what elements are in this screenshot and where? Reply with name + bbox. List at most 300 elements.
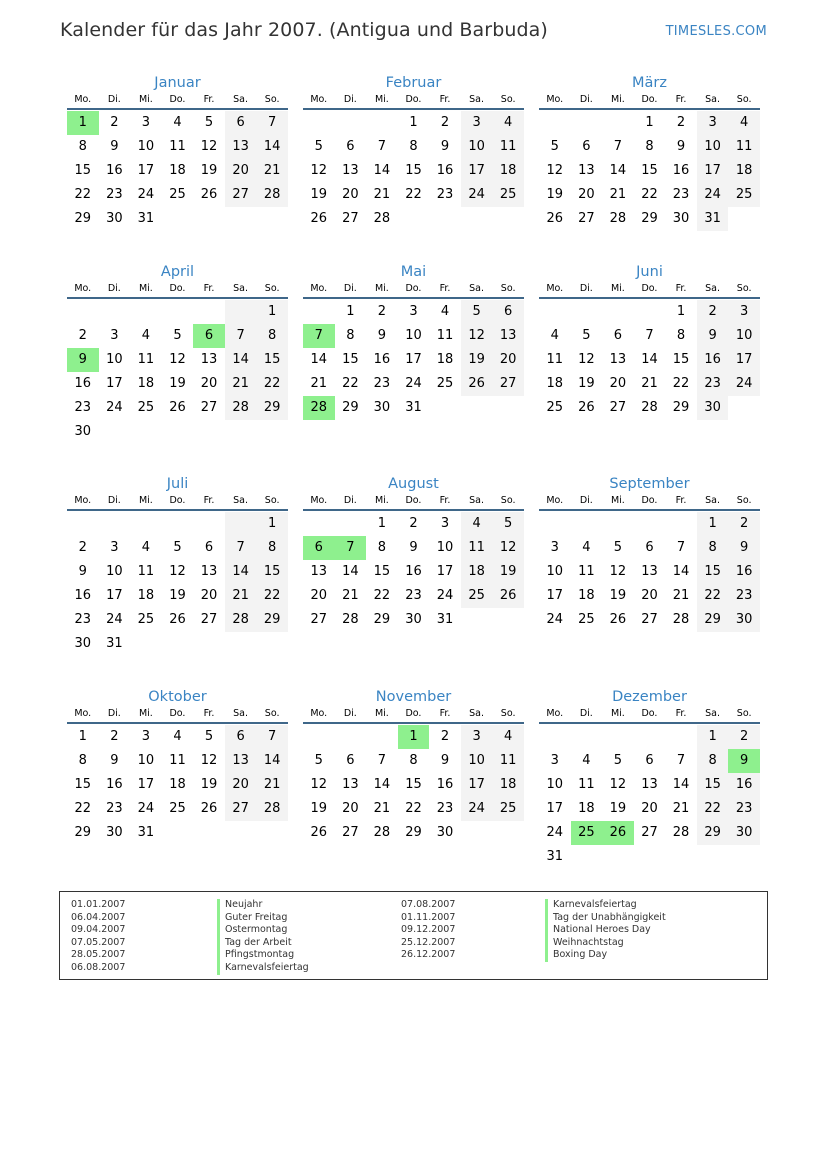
day-cell: 8 [256, 324, 288, 348]
day-cell: 14 [373, 777, 391, 792]
weekday-label: Do. [169, 708, 186, 719]
day-cell: 21 [672, 588, 690, 603]
legend-names-right [545, 899, 666, 962]
weekday-label: Fr. [675, 495, 687, 506]
day-cell: 15 [697, 773, 729, 797]
day-cell: 12 [492, 536, 524, 560]
day-cell: 23 [74, 612, 92, 627]
holiday-name: Ostermontag [217, 924, 309, 937]
weekday-label: So. [264, 94, 280, 105]
day-cell: 30 [106, 825, 123, 840]
empty-cell [335, 512, 367, 536]
day-cell: 16 [728, 560, 760, 584]
day-cell: 5 [550, 139, 559, 154]
holiday-name: Weihnachtstag [545, 937, 666, 950]
day-cell: 5 [204, 115, 214, 130]
day-cell: 31 [546, 849, 564, 864]
day-cell: 22 [697, 797, 729, 821]
empty-cell [225, 512, 257, 536]
weekday-label: Di. [107, 283, 121, 294]
day-cell: 2 [110, 115, 119, 130]
holiday-date: 26.12.2007 [401, 949, 456, 961]
day-cell: 1 [256, 300, 288, 324]
day-cell: 11 [728, 135, 760, 159]
day-cell: 23 [405, 588, 422, 603]
weekday-label: Sa. [233, 495, 249, 506]
day-cell: 27 [578, 211, 595, 226]
day-cell: 30 [728, 608, 760, 632]
day-cell: 16 [697, 348, 729, 372]
day-cell: 2 [409, 516, 418, 531]
weekday-label: Do. [641, 283, 658, 294]
day-cell: 15 [256, 560, 288, 584]
empty-cell [571, 111, 603, 135]
day-cell: 22 [342, 376, 359, 391]
empty-cell [602, 300, 634, 324]
day-cell: 4 [550, 328, 559, 343]
weekday-label: Do. [405, 94, 422, 105]
weekday-label: Mo. [74, 94, 92, 105]
day-cell: 16 [728, 773, 760, 797]
brand-link[interactable]: TIMESLES.COM [665, 24, 767, 39]
day-cell: 12 [578, 352, 595, 367]
day-cell: 9 [728, 749, 760, 773]
weekday-label: Fr. [675, 94, 687, 105]
day-cell: 24 [461, 183, 493, 207]
weekday-label: Do. [169, 495, 186, 506]
day-cell: 4 [173, 729, 182, 744]
weekday-label: Mi. [610, 94, 625, 105]
day-cell: 1 [256, 512, 288, 536]
day-cell: 10 [461, 749, 493, 773]
day-cell: 26 [492, 584, 524, 608]
day-cell: 13 [225, 749, 257, 773]
holiday-name: Tag der Arbeit [217, 937, 309, 950]
day-cell: 26 [310, 825, 328, 840]
month-days [67, 511, 288, 656]
weekday-label: Mi. [374, 94, 389, 105]
weekday-label: Fr. [203, 283, 215, 294]
day-cell: 3 [110, 540, 119, 555]
day-cell: 3 [697, 111, 729, 135]
day-cell: 17 [697, 159, 729, 183]
empty-cell [634, 512, 666, 536]
day-cell: 15 [74, 163, 92, 178]
day-cell: 12 [461, 324, 493, 348]
month-block [67, 686, 288, 845]
weekday-label: Di. [107, 94, 121, 105]
month-name: Oktober [148, 689, 207, 705]
weekday-header [67, 708, 288, 724]
weekday-label: Mo. [546, 495, 564, 506]
day-cell: 5 [492, 512, 524, 536]
day-cell: 22 [373, 588, 391, 603]
empty-cell [571, 512, 603, 536]
legend-names-left [217, 899, 309, 975]
day-cell: 27 [225, 797, 257, 821]
day-cell: 19 [169, 588, 186, 603]
day-cell: 1 [377, 516, 387, 531]
day-cell: 3 [110, 328, 119, 343]
day-cell: 17 [728, 348, 760, 372]
month-name: September [609, 476, 690, 492]
day-cell: 23 [74, 400, 92, 415]
weekday-header [303, 708, 524, 724]
day-cell: 12 [546, 163, 564, 178]
day-cell: 13 [310, 564, 328, 579]
month-block [303, 261, 524, 420]
day-cell: 7 [303, 324, 335, 348]
day-cell: 14 [373, 163, 391, 178]
day-cell: 15 [405, 777, 422, 792]
day-cell: 12 [609, 777, 627, 792]
day-cell: 11 [436, 328, 454, 343]
day-cell: 5 [173, 540, 182, 555]
day-cell: 23 [106, 187, 123, 202]
day-cell: 4 [582, 540, 591, 555]
day-cell: 9 [676, 139, 686, 154]
day-cell: 29 [641, 211, 658, 226]
day-cell: 1 [645, 115, 654, 130]
month-days [539, 110, 760, 231]
weekday-label: So. [736, 94, 752, 105]
weekday-label: Do. [641, 708, 658, 719]
day-cell: 18 [137, 588, 155, 603]
month-name: Januar [154, 75, 201, 91]
day-cell: 22 [74, 801, 92, 816]
day-cell: 3 [141, 115, 151, 130]
empty-cell [162, 300, 194, 324]
day-cell: 17 [461, 773, 493, 797]
day-cell: 11 [546, 352, 564, 367]
empty-cell [335, 111, 367, 135]
weekday-label: Fr. [675, 283, 687, 294]
weekday-label: So. [500, 495, 516, 506]
day-cell: 4 [173, 115, 182, 130]
day-cell: 8 [697, 536, 729, 560]
empty-cell [665, 725, 697, 749]
holiday-date: 06.04.2007 [71, 911, 126, 923]
weekday-label: Mo. [310, 495, 328, 506]
day-cell: 25 [137, 612, 155, 627]
day-cell: 3 [141, 729, 151, 744]
weekday-label: Sa. [469, 708, 485, 719]
day-cell: 4 [492, 111, 524, 135]
day-cell: 14 [609, 163, 627, 178]
day-cell: 22 [256, 372, 288, 396]
day-cell: 29 [697, 821, 729, 845]
day-cell: 11 [461, 536, 493, 560]
day-cell: 27 [641, 825, 658, 840]
month-block [67, 473, 288, 656]
weekday-label: Di. [107, 495, 121, 506]
day-cell: 4 [728, 111, 760, 135]
day-cell: 12 [310, 777, 328, 792]
day-cell: 1 [697, 512, 729, 536]
day-cell: 26 [169, 612, 186, 627]
day-cell: 5 [204, 729, 214, 744]
holiday-name: Pfingstmontag [217, 949, 309, 962]
day-cell: 19 [546, 187, 564, 202]
day-cell: 24 [546, 612, 564, 627]
day-cell: 29 [256, 396, 288, 420]
day-cell: 23 [436, 801, 454, 816]
day-cell: 20 [200, 588, 218, 603]
day-cell: 8 [256, 536, 288, 560]
day-cell: 19 [578, 376, 595, 391]
day-cell: 4 [141, 328, 151, 343]
month-days [303, 299, 524, 420]
day-cell: 9 [78, 564, 87, 579]
day-cell: 11 [137, 564, 155, 579]
day-cell: 25 [578, 612, 595, 627]
day-cell: 13 [641, 564, 658, 579]
day-cell: 11 [492, 749, 524, 773]
day-cell: 8 [676, 328, 686, 343]
weekday-label: Mi. [138, 495, 153, 506]
day-cell: 4 [582, 753, 591, 768]
day-cell: 7 [377, 139, 387, 154]
day-cell: 16 [74, 376, 92, 391]
empty-cell [225, 300, 257, 324]
day-cell: 7 [225, 324, 257, 348]
day-cell: 11 [137, 352, 155, 367]
day-cell: 15 [405, 163, 422, 178]
month-block [67, 72, 288, 231]
weekday-label: Sa. [469, 495, 485, 506]
day-cell: 3 [440, 516, 450, 531]
day-cell: 2 [440, 115, 450, 130]
month-block [303, 686, 524, 845]
day-cell: 10 [106, 564, 123, 579]
month-days [67, 299, 288, 444]
day-cell: 27 [342, 211, 359, 226]
weekday-label: Mi. [610, 708, 625, 719]
day-cell: 10 [697, 135, 729, 159]
month-days [303, 511, 524, 632]
day-cell: 27 [200, 612, 218, 627]
weekday-label: Di. [343, 94, 357, 105]
weekday-header [539, 708, 760, 724]
weekday-label: Mi. [610, 495, 625, 506]
day-cell: 14 [641, 352, 658, 367]
day-cell: 24 [405, 376, 422, 391]
empty-cell [99, 300, 131, 324]
weekday-label: Fr. [203, 94, 215, 105]
day-cell: 24 [436, 588, 454, 603]
day-cell: 23 [728, 797, 760, 821]
day-cell: 27 [310, 612, 328, 627]
month-days [303, 110, 524, 231]
day-cell: 26 [609, 612, 627, 627]
day-cell: 28 [609, 211, 627, 226]
holiday-name: Karnevalsfeiertag [545, 899, 666, 912]
day-cell: 24 [137, 801, 155, 816]
day-cell: 31 [436, 612, 454, 627]
weekday-header [539, 94, 760, 110]
day-cell: 8 [377, 540, 387, 555]
day-cell: 13 [342, 163, 359, 178]
weekday-header [303, 94, 524, 110]
day-cell: 25 [169, 801, 186, 816]
day-cell: 19 [310, 187, 328, 202]
day-cell: 29 [256, 608, 288, 632]
day-cell: 15 [641, 163, 658, 178]
day-cell: 3 [461, 725, 493, 749]
weekday-label: Mi. [374, 495, 389, 506]
day-cell: 25 [169, 187, 186, 202]
weekday-label: Di. [579, 283, 593, 294]
holiday-legend [59, 891, 768, 980]
day-cell: 6 [613, 328, 623, 343]
day-cell: 13 [342, 777, 359, 792]
day-cell: 2 [676, 115, 686, 130]
day-cell: 28 [256, 797, 288, 821]
month-block [303, 473, 524, 632]
day-cell: 7 [256, 725, 288, 749]
day-cell: 28 [256, 183, 288, 207]
day-cell: 23 [728, 584, 760, 608]
weekday-label: Do. [641, 495, 658, 506]
holiday-date: 07.08.2007 [401, 899, 456, 910]
day-cell: 25 [461, 584, 493, 608]
holiday-name: Guter Freitag [217, 912, 309, 925]
day-cell: 14 [256, 135, 288, 159]
day-cell: 17 [461, 159, 493, 183]
day-cell: 9 [67, 348, 99, 372]
weekday-label: Di. [343, 495, 357, 506]
weekday-header [539, 283, 760, 299]
day-cell: 13 [200, 352, 218, 367]
weekday-label: Do. [169, 283, 186, 294]
day-cell: 6 [225, 111, 257, 135]
day-cell: 20 [225, 773, 257, 797]
weekday-label: Di. [107, 708, 121, 719]
legend-dates-left [71, 899, 125, 975]
day-cell: 16 [436, 163, 454, 178]
holiday-date: 28.05.2007 [71, 949, 126, 961]
day-cell: 29 [342, 400, 359, 415]
holiday-date: 01.11.2007 [401, 911, 456, 923]
day-cell: 19 [169, 376, 186, 391]
day-cell: 5 [314, 139, 323, 154]
weekday-label: Di. [579, 495, 593, 506]
day-cell: 14 [310, 352, 328, 367]
day-cell: 9 [377, 328, 387, 343]
day-cell: 21 [641, 376, 658, 391]
day-cell: 1 [409, 115, 418, 130]
day-cell: 13 [641, 777, 658, 792]
day-cell: 18 [728, 159, 760, 183]
day-cell: 17 [137, 163, 155, 178]
day-cell: 26 [602, 821, 634, 845]
weekday-label: Mo. [74, 495, 92, 506]
day-cell: 1 [346, 304, 355, 319]
empty-cell [303, 300, 335, 324]
day-cell: 14 [672, 564, 690, 579]
weekday-header [539, 495, 760, 511]
weekday-label: Sa. [469, 94, 485, 105]
day-cell: 3 [550, 540, 559, 555]
weekday-label: Sa. [233, 94, 249, 105]
day-cell: 18 [546, 376, 564, 391]
weekday-header [303, 495, 524, 511]
day-cell: 5 [314, 753, 323, 768]
empty-cell [539, 512, 571, 536]
day-cell: 27 [609, 400, 627, 415]
empty-cell [602, 111, 634, 135]
empty-cell [130, 300, 162, 324]
day-cell: 7 [335, 536, 367, 560]
day-cell: 14 [672, 777, 690, 792]
day-cell: 29 [74, 825, 92, 840]
day-cell: 10 [106, 352, 123, 367]
day-cell: 14 [225, 348, 257, 372]
day-cell: 26 [578, 400, 595, 415]
day-cell: 14 [256, 749, 288, 773]
weekday-label: Fr. [675, 708, 687, 719]
empty-cell [571, 300, 603, 324]
day-cell: 4 [141, 540, 151, 555]
day-cell: 16 [405, 564, 422, 579]
day-cell: 8 [409, 139, 418, 154]
day-cell: 22 [256, 584, 288, 608]
day-cell: 8 [697, 749, 729, 773]
holiday-date: 09.12.2007 [401, 924, 456, 936]
day-cell: 6 [346, 753, 355, 768]
day-cell: 9 [409, 540, 418, 555]
day-cell: 24 [106, 612, 123, 627]
day-cell: 19 [492, 560, 524, 584]
day-cell: 18 [169, 163, 186, 178]
day-cell: 7 [645, 328, 654, 343]
day-cell: 30 [106, 211, 123, 226]
day-cell: 28 [225, 608, 257, 632]
day-cell: 10 [461, 135, 493, 159]
day-cell: 21 [373, 187, 391, 202]
month-name: August [388, 476, 439, 492]
weekday-label: Di. [343, 283, 357, 294]
day-cell: 22 [697, 584, 729, 608]
day-cell: 7 [256, 111, 288, 135]
weekday-label: So. [264, 495, 280, 506]
day-cell: 26 [200, 187, 218, 202]
day-cell: 6 [346, 139, 355, 154]
day-cell: 6 [303, 536, 335, 560]
day-cell: 20 [342, 801, 359, 816]
weekday-label: Mo. [74, 283, 92, 294]
empty-cell [366, 111, 398, 135]
day-cell: 30 [697, 396, 729, 420]
day-cell: 1 [78, 729, 87, 744]
day-cell: 16 [106, 777, 123, 792]
month-days [303, 724, 524, 845]
day-cell: 17 [546, 801, 564, 816]
day-cell: 9 [728, 536, 760, 560]
day-cell: 30 [74, 636, 92, 651]
weekday-label: So. [736, 495, 752, 506]
weekday-label: Fr. [203, 708, 215, 719]
day-cell: 27 [641, 612, 658, 627]
day-cell: 1 [676, 304, 686, 319]
day-cell: 25 [436, 376, 454, 391]
day-cell: 20 [200, 376, 218, 391]
day-cell: 28 [672, 612, 690, 627]
weekday-label: Sa. [705, 495, 721, 506]
month-name: Juli [166, 476, 189, 492]
day-cell: 8 [409, 753, 418, 768]
month-days [539, 299, 760, 420]
